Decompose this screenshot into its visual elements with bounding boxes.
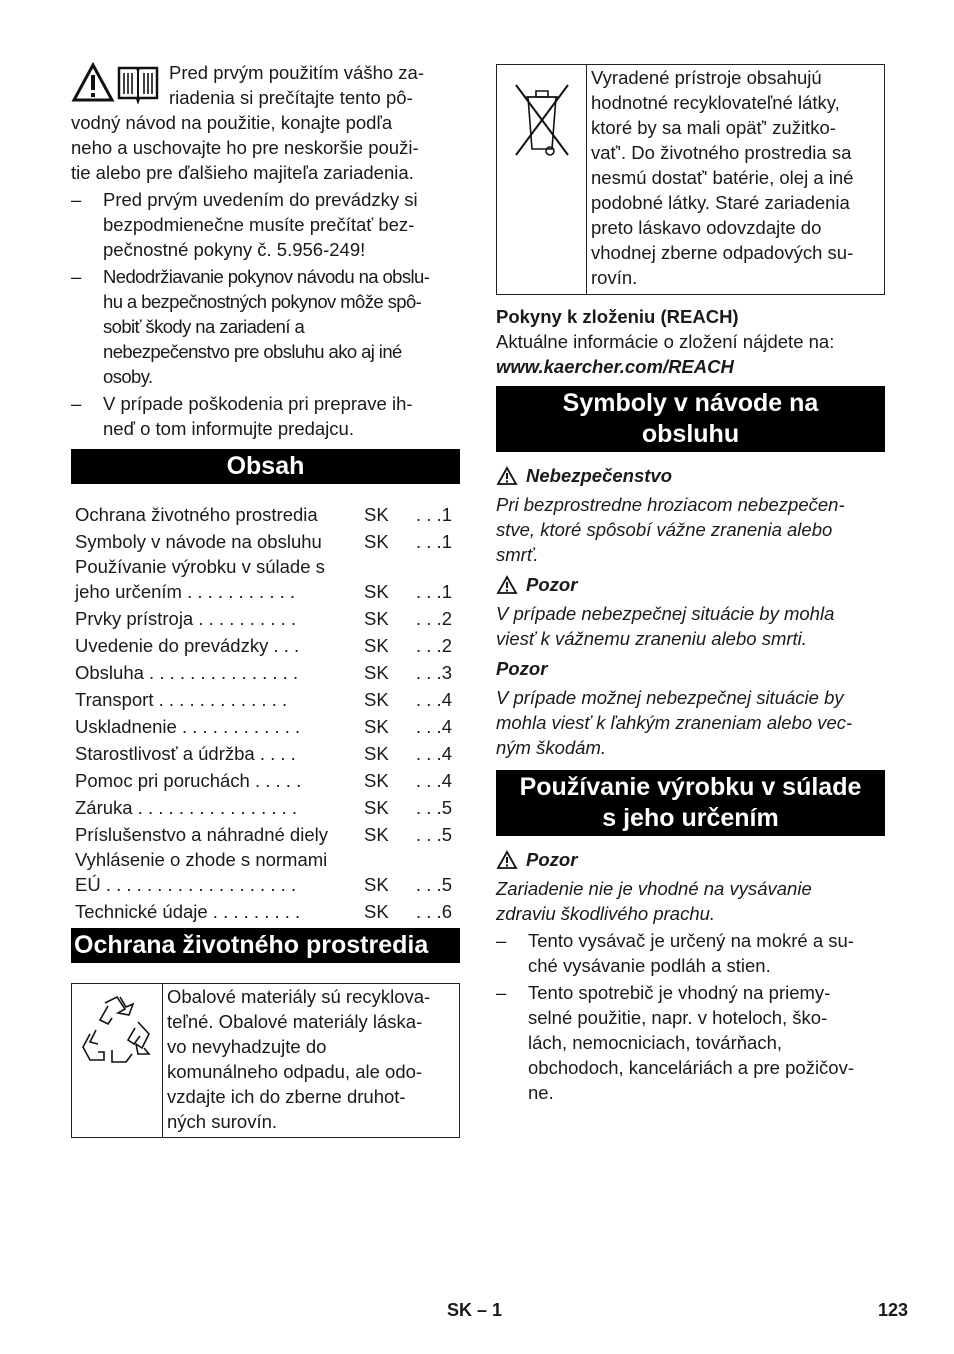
page-number: 123 (878, 1300, 909, 1320)
list-item (71, 187, 460, 262)
toc-entry[interactable] (71, 604, 460, 631)
toc-entry-lang: SK (364, 689, 389, 710)
bullet-line: pečnostné pokyny č. 5.956-249! (103, 239, 366, 260)
bullet-line: Nedodržiavanie pokynov návodu na obslu- (103, 266, 430, 287)
intro-line: riadenia si prečítajte tento pô- (169, 87, 413, 108)
recycle-line: Obalové materiály sú recyklova- (167, 986, 431, 1007)
toc-entry[interactable] (71, 766, 460, 793)
wee-line: hodnotné recyklovateľné látky, (591, 92, 840, 113)
signal-label: Pozor (526, 849, 578, 870)
warning-triangle-icon (496, 466, 518, 486)
intro-line: neho a uschovajte ho pre neskoršie použi- (71, 137, 419, 158)
reach-link[interactable]: www.kaercher.com/REACH (496, 356, 734, 377)
wee-line: rovín. (591, 267, 638, 288)
wee-line: ktoré by sa mali opäť' zužitko- (591, 117, 836, 138)
recycle-line: vo nevyhadzujte do (167, 1036, 327, 1057)
toc-entry-lang: SK (364, 901, 389, 922)
toc-entry[interactable] (71, 739, 460, 766)
toc-entry-page: . . .4 (416, 743, 452, 764)
intended-use-heading (496, 770, 885, 836)
toc-entry[interactable] (71, 658, 460, 685)
bullet-line: sobiť škody na zariadení a (103, 316, 305, 337)
toc-entry[interactable] (71, 793, 460, 820)
right-column (496, 64, 885, 1105)
warning-manual-icons (71, 62, 163, 108)
toc-entry-title: Pomoc pri poruchách . . . . . (75, 770, 302, 791)
heading-line: Symboly v návode na (562, 389, 819, 417)
toc-entry-lang: SK (364, 504, 389, 525)
bullet-line: Tento vysávač je určený na mokré a su- (528, 930, 854, 951)
bullet-line: V prípade poškodenia pri preprave ih- (103, 393, 413, 414)
description-line: smrť. (496, 544, 539, 565)
toc-entry-page: . . .2 (416, 608, 452, 629)
bullet-line: lách, nemocniciach, továrňach, (528, 1032, 782, 1053)
bullet-line: nebezpečenstvo pre obsluhu ako aj iné (103, 341, 402, 362)
description-line: zdraviu škodlivého prachu. (496, 903, 716, 924)
toc-entry-title: Uskladnenie . . . . . . . . . . . . (75, 716, 301, 737)
toc-entry-page: . . .6 (416, 901, 452, 922)
warning-signal (496, 572, 885, 597)
toc-entry-lang: SK (364, 770, 389, 791)
toc-entry[interactable] (71, 712, 460, 739)
bullet-line: Pred prvým uvedením do prevádzky si (103, 189, 418, 210)
bullet-line: neď o tom informujte predajcu. (103, 418, 354, 439)
toc-entry-lang: SK (364, 531, 389, 552)
signal-label: Nebezpečenstvo (526, 465, 672, 486)
bullet-line: osoby. (103, 366, 153, 387)
dash-marker: – (496, 930, 507, 951)
danger-description (496, 492, 885, 567)
bullet-line: selné použitie, napr. v hoteloch, ško- (528, 1007, 828, 1028)
toc-entry-page: . . .1 (416, 504, 452, 525)
recycle-line: vzdajte ich do zberne druhot- (167, 1086, 406, 1107)
toc-entry[interactable] (71, 897, 460, 924)
dash-marker: – (71, 393, 82, 414)
toc-entry-lang: SK (364, 635, 389, 656)
wee-line: podobné látky. Staré zariadenia (591, 192, 850, 213)
warning-triangle-icon (496, 575, 518, 595)
intro-bullet-list (71, 187, 460, 441)
toc-entry-title: Symboly v návode na obsluhu (75, 531, 322, 552)
heading-line: obsluhu (641, 420, 740, 448)
footer-section-label (447, 1298, 502, 1323)
toc-entry-lang: SK (364, 608, 389, 629)
toc-entry-title: Obsluha . . . . . . . . . . . . . . . (75, 662, 299, 683)
toc-entry-page: . . .5 (416, 874, 452, 895)
toc-entry-page: . . .4 (416, 716, 452, 737)
list-item (71, 391, 460, 441)
crossed-bin-icon (512, 79, 572, 159)
description-line: ným škodám. (496, 737, 607, 758)
description-line: V prípade nebezpečnej situácie by mohla (496, 603, 835, 624)
toc-entry-page: . . .5 (416, 824, 452, 845)
list-item (496, 928, 885, 978)
wee-line: preto láskavo odovzdajte do (591, 217, 822, 238)
toc-entry[interactable] (71, 554, 460, 604)
recycle-icon-cell (72, 984, 163, 1137)
bullet-line: bezpodmienečne musíte prečítať bez- (103, 214, 415, 235)
wee-disposal-box (496, 64, 885, 295)
dash-marker: – (71, 266, 81, 287)
toc-entry-title: Uvedenie do prevádzky . . . (75, 635, 300, 656)
toc-entry-lang: SK (364, 824, 389, 845)
intended-use-warning-signal (496, 847, 885, 872)
toc-entry[interactable] (71, 820, 460, 847)
toc-entry-title: Technické údaje . . . . . . . . . (75, 901, 301, 922)
warning-description (496, 601, 885, 651)
heading-line: s jeho určením (602, 804, 779, 832)
bullet-line: ne. (528, 1082, 554, 1103)
wee-icon-cell (497, 65, 587, 294)
toc-entry[interactable] (71, 847, 460, 897)
toc-entry[interactable] (71, 631, 460, 658)
toc-entry-lang: SK (364, 716, 389, 737)
toc-entry-title: Starostlivosť a údržba . . . . (75, 743, 296, 764)
environment-heading: Ochrana životného prostredia (71, 928, 460, 963)
toc-entry-page: . . .3 (416, 662, 452, 683)
wee-text (587, 65, 884, 294)
toc-entry-page: . . .4 (416, 689, 452, 710)
bullet-line: hu a bezpečnostných pokynov môže spô- (103, 291, 422, 312)
toc-heading: Obsah (71, 449, 460, 484)
toc-entry-page: . . .1 (416, 531, 452, 552)
toc-entry-page: . . .2 (416, 635, 452, 656)
intro-line: Pred prvým použitím vášho za- (169, 62, 424, 83)
heading-line: Používanie výrobku v súlade (519, 773, 862, 801)
intro-line: vodný návod na použitie, konajte podľa (71, 112, 393, 133)
recycle-text (163, 984, 459, 1137)
description-line: Pri bezprostredne hroziacom nebezpečen- (496, 494, 845, 515)
bullet-line: Tento spotrebič je vhodný na priemy- (528, 982, 831, 1003)
description-line: mohla viesť k ľahkým zraneniam alebo vec- (496, 712, 853, 733)
toc-entry-title: Prvky prístroja . . . . . . . . . . (75, 608, 297, 629)
caution-description (496, 685, 885, 760)
manual-book-icon (119, 68, 157, 101)
intro-line: tie alebo pre ďalšieho majiteľa zariadenia. (71, 162, 414, 183)
reach-title: Pokyny k zloženiu (REACH) (496, 306, 739, 327)
toc-entry-lang: SK (364, 743, 389, 764)
toc-entry-title: Záruka . . . . . . . . . . . . . . . . (75, 797, 298, 818)
toc-entry-page: . . .1 (416, 581, 452, 602)
description-line: stve, ktoré spôsobí vážne zranenia alebo (496, 519, 833, 540)
recycle-icon (78, 992, 156, 1070)
wee-line: nesmú dostať' batérie, olej a iné (591, 167, 854, 188)
symbols-heading (496, 386, 885, 452)
toc-entry-lang: SK (364, 662, 389, 683)
warning-triangle-icon (496, 850, 518, 870)
intended-use-list (496, 928, 885, 1105)
signal-label: Pozor (526, 574, 578, 595)
description-line: Zariadenie nie je vhodné na vysávanie (496, 878, 812, 899)
recycle-line: teľné. Obalové materiály láska- (167, 1011, 423, 1032)
toc-entry-title: Vyhlásenie o zhode s normami EÚ . . . . . . . . . . . . . . . . . . . (75, 849, 328, 895)
toc-entry-title: Príslušenstvo a náhradné diely (75, 824, 328, 845)
toc-entry-title: Používanie výrobku v súlade s jeho určením . . . . . . . . . . . (75, 556, 325, 602)
toc-entry-lang: SK (364, 797, 389, 818)
recycle-line: ných surovín. (167, 1111, 278, 1132)
toc-entry-page: . . .5 (416, 797, 452, 818)
bullet-line: ché vysávanie podláh a stien. (528, 955, 771, 976)
recycle-line: komunálneho odpadu, ale odo- (167, 1061, 423, 1082)
toc-entry[interactable] (71, 500, 460, 527)
intro-section (71, 60, 460, 441)
dash-marker: – (71, 189, 82, 210)
toc-entry-lang: SK (364, 874, 389, 895)
footer-lang: SK (447, 1300, 473, 1320)
warning-triangle-icon (71, 62, 161, 104)
toc-entry-lang: SK (364, 581, 389, 602)
footer-section-page: – 1 (477, 1300, 503, 1320)
wee-line: Vyradené prístroje obsahujú (591, 67, 822, 88)
toc-entry-page: . . .4 (416, 770, 452, 791)
description-line: V prípade možnej nebezpečnej situácie by (496, 687, 844, 708)
danger-signal (496, 463, 885, 488)
wee-line: vhodnej zberne odpadových su- (591, 242, 854, 263)
intended-use-warning-description (496, 876, 885, 926)
left-column (71, 60, 460, 1138)
recycle-box (71, 983, 460, 1138)
toc-entry-title: Transport . . . . . . . . . . . . . (75, 689, 288, 710)
reach-text: Aktuálne informácie o zložení nájdete na: (496, 331, 835, 352)
list-item (496, 980, 885, 1105)
toc-entry[interactable] (71, 685, 460, 712)
wee-line: vať'. Do životného prostredia sa (591, 142, 852, 163)
description-line: viesť k vážnemu zraneniu alebo smrti. (496, 628, 807, 649)
dash-marker: – (496, 982, 507, 1003)
toc-entry-title: Ochrana životného prostredia (75, 504, 318, 525)
toc-entry[interactable] (71, 527, 460, 554)
caution-signal: Pozor (496, 658, 548, 679)
list-item (71, 264, 460, 389)
bullet-line: obchodoch, kanceláriách a pre požičov- (528, 1057, 854, 1078)
table-of-contents (71, 500, 460, 924)
